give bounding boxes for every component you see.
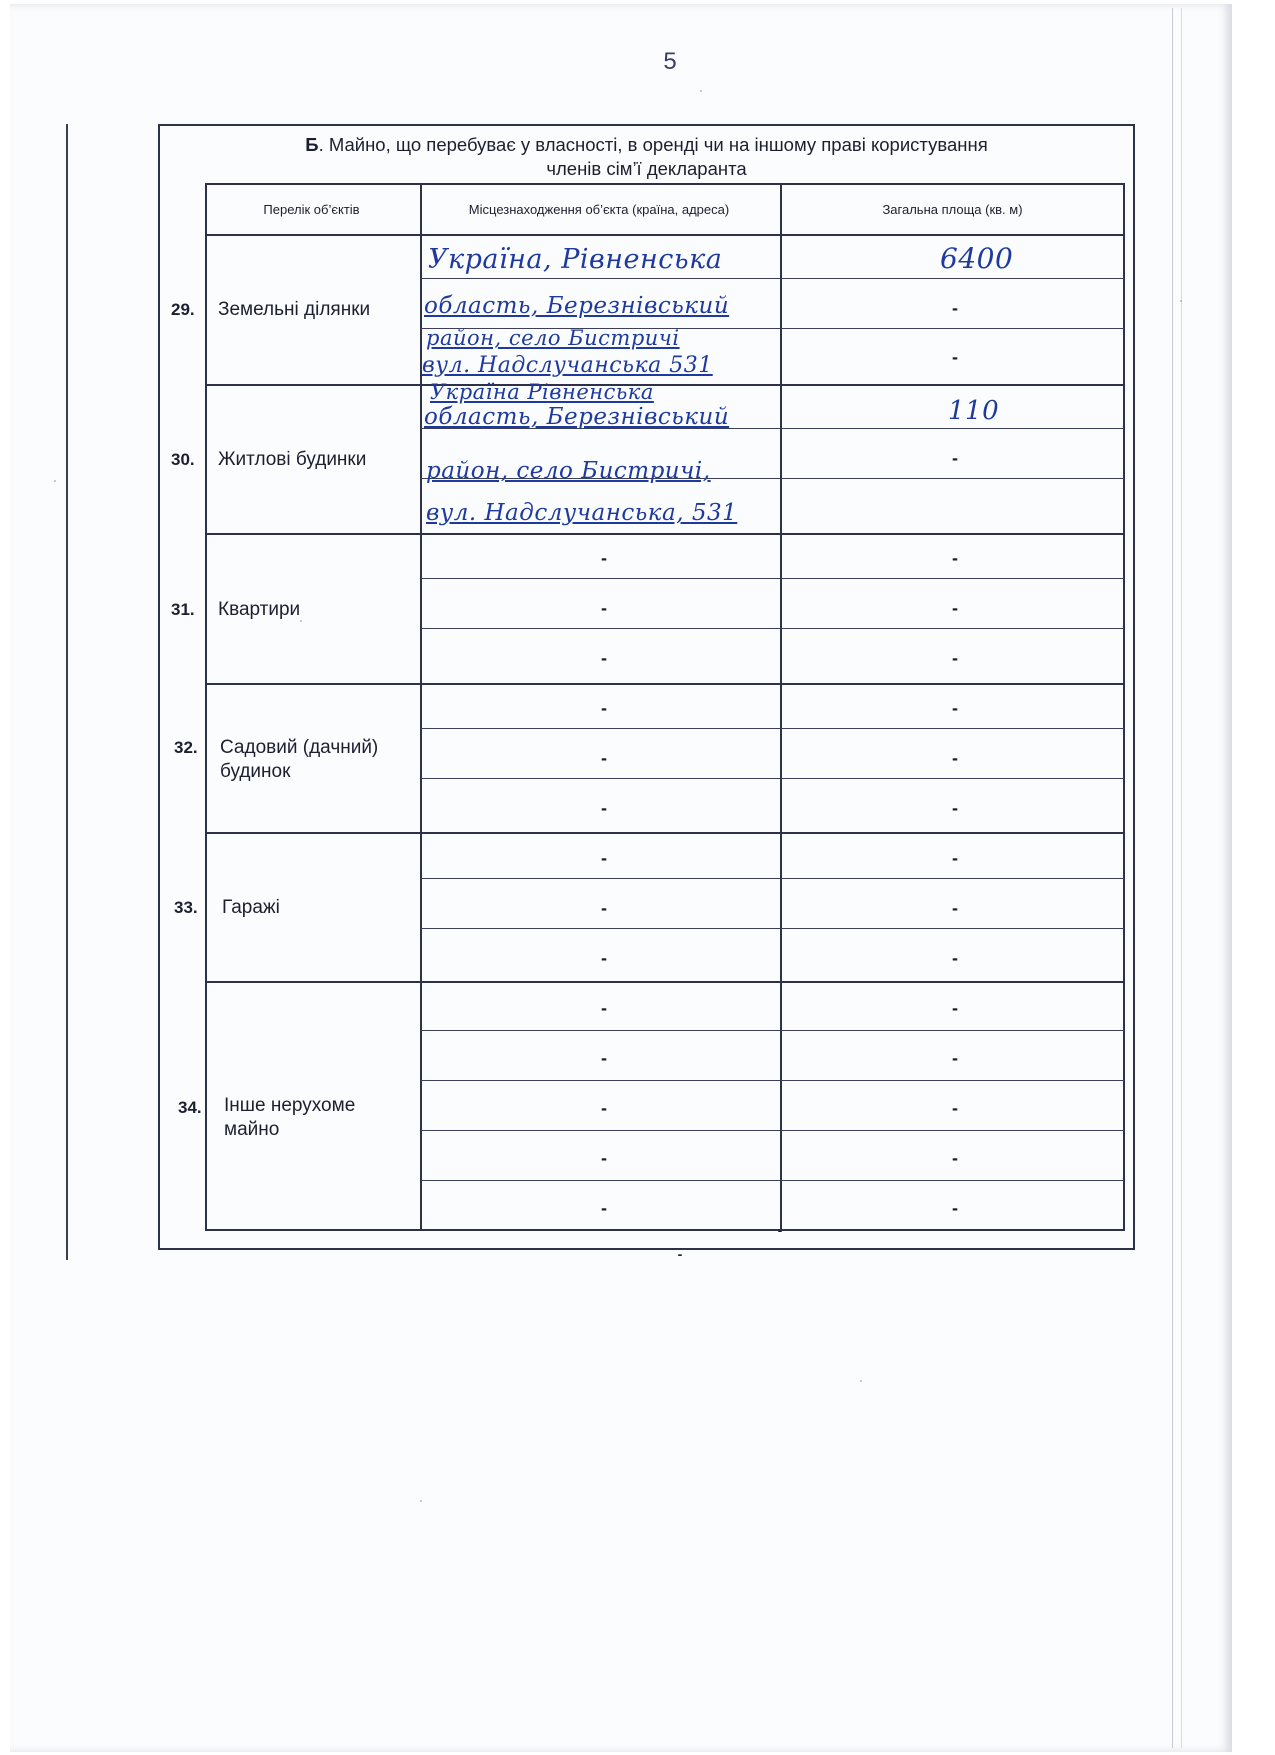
empty-dash: -	[601, 1048, 607, 1068]
section-letter: Б	[305, 134, 319, 155]
row-divider	[420, 778, 1125, 779]
row-divider	[420, 728, 1125, 729]
empty-dash: -	[952, 347, 958, 367]
group-divider	[205, 533, 1125, 535]
empty-dash: -	[601, 698, 607, 718]
empty-dash: -	[952, 298, 958, 318]
stray-mark: -	[777, 1222, 783, 1238]
empty-dash: -	[952, 448, 958, 468]
row-label-line: Садовий (дачний)	[220, 737, 379, 758]
group-divider	[205, 981, 1125, 983]
row-label-apartments: Квартири	[218, 599, 301, 620]
column-header-location: Місцезнаходження об’єкта (країна, адреса)	[468, 202, 730, 217]
column-header-area: Загальна площа (кв. м)	[882, 202, 1023, 217]
section-title-line2: членів сім’ї декларанта	[546, 158, 747, 179]
column-divider-location	[420, 183, 422, 1231]
empty-dash: -	[952, 548, 958, 568]
handwritten-location-line: вул. Надслучанська 531	[422, 353, 713, 378]
empty-dash: -	[952, 998, 958, 1018]
group-divider	[205, 683, 1125, 685]
empty-dash: -	[601, 898, 607, 918]
empty-dash: -	[601, 848, 607, 868]
page-number: 5	[663, 48, 677, 75]
row-number: 32.	[174, 738, 198, 757]
empty-dash: -	[952, 1048, 958, 1068]
empty-dash: -	[601, 598, 607, 618]
scan-speck	[1180, 300, 1182, 302]
empty-dash: -	[601, 998, 607, 1018]
handwritten-location-line: Україна, Рівненська	[428, 244, 723, 275]
row-divider	[420, 1180, 1125, 1181]
handwritten-location-line: вул. Надслучанська, 531	[426, 500, 738, 526]
empty-dash: -	[952, 798, 958, 818]
handwritten-area-value: 110	[948, 396, 1000, 426]
row-divider	[420, 1080, 1125, 1081]
handwritten-location-line: область, Березнівський	[424, 404, 730, 430]
scan-speck	[860, 1380, 862, 1382]
group-divider	[205, 384, 1125, 386]
handwritten-location-line: Україна Рівненська	[430, 380, 654, 404]
row-label-line: Інше нерухоме	[224, 1095, 356, 1116]
row-divider	[420, 628, 1125, 629]
row-label-country-house	[220, 736, 378, 784]
row-divider	[420, 578, 1125, 579]
empty-dash: -	[952, 648, 958, 668]
table-border-left	[205, 183, 207, 1231]
handwritten-location-line: область, Березнівський	[424, 293, 730, 319]
row-number: 31.	[171, 600, 195, 619]
empty-dash: -	[601, 1148, 607, 1168]
row-number: 29.	[171, 300, 195, 319]
empty-dash: -	[952, 698, 958, 718]
empty-dash: -	[601, 1098, 607, 1118]
row-divider	[420, 1130, 1125, 1131]
row-label-land-plots: Земельні ділянки	[218, 299, 371, 320]
empty-dash: -	[601, 748, 607, 768]
section-heading	[158, 133, 1135, 181]
binding-margin-line	[66, 124, 68, 1260]
row-label-houses: Житлові будинки	[218, 449, 367, 470]
handwritten-location-line: район, село Бистричі	[426, 326, 680, 350]
scan-speck	[700, 90, 702, 92]
row-label-garages: Гаражі	[222, 897, 280, 918]
scan-speck	[420, 1500, 422, 1502]
row-label-line: майно	[224, 1119, 280, 1140]
section-title: . Майно, що перебуває у власності, в оренді чи на іншому праві користування	[318, 134, 988, 155]
handwritten-location-line: район, село Бистричі,	[426, 458, 711, 484]
row-divider	[420, 928, 1125, 929]
empty-dash: -	[601, 1198, 607, 1218]
table-border-right	[1123, 183, 1125, 1231]
scan-speck	[300, 620, 302, 622]
empty-dash: -	[952, 948, 958, 968]
row-number: 33.	[174, 898, 198, 917]
empty-dash: -	[952, 848, 958, 868]
empty-dash: -	[952, 1148, 958, 1168]
table-bottom-border	[205, 1229, 1125, 1231]
page-edge-fold	[1172, 8, 1182, 1748]
row-number: 34.	[178, 1098, 202, 1117]
empty-dash: -	[601, 548, 607, 568]
table-header	[205, 183, 1125, 236]
empty-dash: -	[601, 798, 607, 818]
empty-dash: -	[952, 748, 958, 768]
row-label-other-real-estate	[224, 1094, 355, 1142]
row-divider	[420, 278, 1125, 279]
row-divider	[420, 1030, 1125, 1031]
column-divider-area	[780, 183, 782, 1231]
empty-dash: -	[952, 1098, 958, 1118]
scan-speck	[54, 480, 56, 482]
empty-dash: -	[601, 648, 607, 668]
empty-dash: -	[952, 1198, 958, 1218]
empty-dash: -	[952, 598, 958, 618]
empty-dash: -	[601, 948, 607, 968]
column-header-objects: Перелік об’єктів	[263, 202, 360, 217]
row-label-line: будинок	[220, 761, 291, 782]
handwritten-area-value: 6400	[940, 242, 1014, 275]
stray-mark: -	[677, 1246, 683, 1262]
empty-dash: -	[952, 898, 958, 918]
row-divider	[420, 878, 1125, 879]
group-divider	[205, 832, 1125, 834]
row-number: 30.	[171, 450, 195, 469]
